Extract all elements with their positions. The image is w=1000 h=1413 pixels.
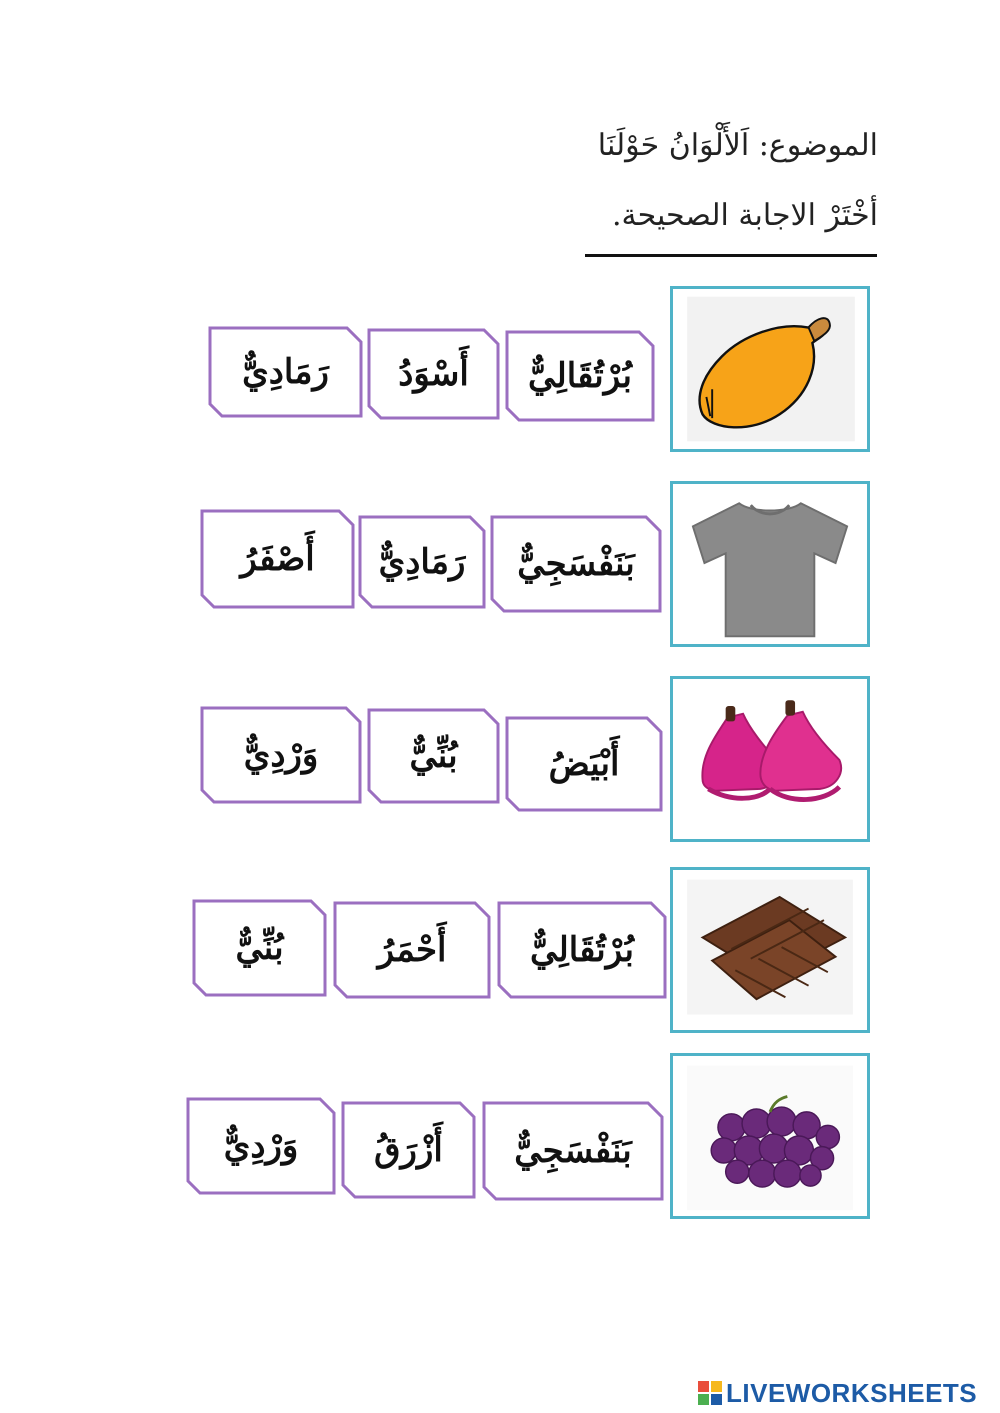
question-row-3 xyxy=(0,676,1000,848)
option-1-3[interactable]: رَمَادِيٌّ xyxy=(208,326,363,418)
brand-name: LIVEWORKSHEETS xyxy=(726,1377,978,1408)
worksheet-title: الموضوع: اَلأَلْوَانُ حَوْلَنَا xyxy=(597,128,878,163)
option-3-2[interactable]: بُنِّيٌّ xyxy=(367,708,500,804)
option-1-1[interactable]: بُرْتُقَالِيٌّ xyxy=(505,330,655,422)
grey-tshirt-image xyxy=(670,481,870,647)
liveworksheets-brand xyxy=(698,1377,978,1408)
instruction-underline xyxy=(585,254,877,257)
option-1-2[interactable]: أَسْوَدُ xyxy=(367,328,500,420)
option-5-3[interactable]: وَرْدِيٌّ xyxy=(186,1097,336,1195)
instruction-text: أخْتَرْ الاجابة الصحيحة. xyxy=(611,198,878,233)
question-row-2 xyxy=(0,481,1000,653)
option-4-3[interactable]: بُنِّيٌّ xyxy=(192,899,327,997)
papaya-image xyxy=(670,286,870,452)
option-4-2[interactable]: أَحْمَرُ xyxy=(333,901,491,999)
question-row-1 xyxy=(0,286,1000,458)
purple-grapes-image xyxy=(670,1053,870,1219)
chocolate-bar-image xyxy=(670,867,870,1033)
option-5-2[interactable]: أَزْرَقُ xyxy=(341,1101,476,1199)
liveworksheets-logo-icon xyxy=(698,1381,722,1405)
question-row-5 xyxy=(0,1053,1000,1225)
option-3-1[interactable]: أَبْيَضُ xyxy=(505,716,663,812)
option-2-3[interactable]: أَصْفَرُ xyxy=(200,509,355,609)
option-5-1[interactable]: بَنَفْسَجِيٌّ xyxy=(482,1101,664,1201)
question-row-4 xyxy=(0,867,1000,1039)
pink-sneakers-image xyxy=(670,676,870,842)
option-4-1[interactable]: بُرْتُقَالِيٌّ xyxy=(497,901,667,999)
option-2-2[interactable]: رَمَادِيٌّ xyxy=(358,515,486,609)
option-2-1[interactable]: بَنَفْسَجِيٌّ xyxy=(490,515,662,613)
option-3-3[interactable]: وَرْدِيٌّ xyxy=(200,706,362,804)
